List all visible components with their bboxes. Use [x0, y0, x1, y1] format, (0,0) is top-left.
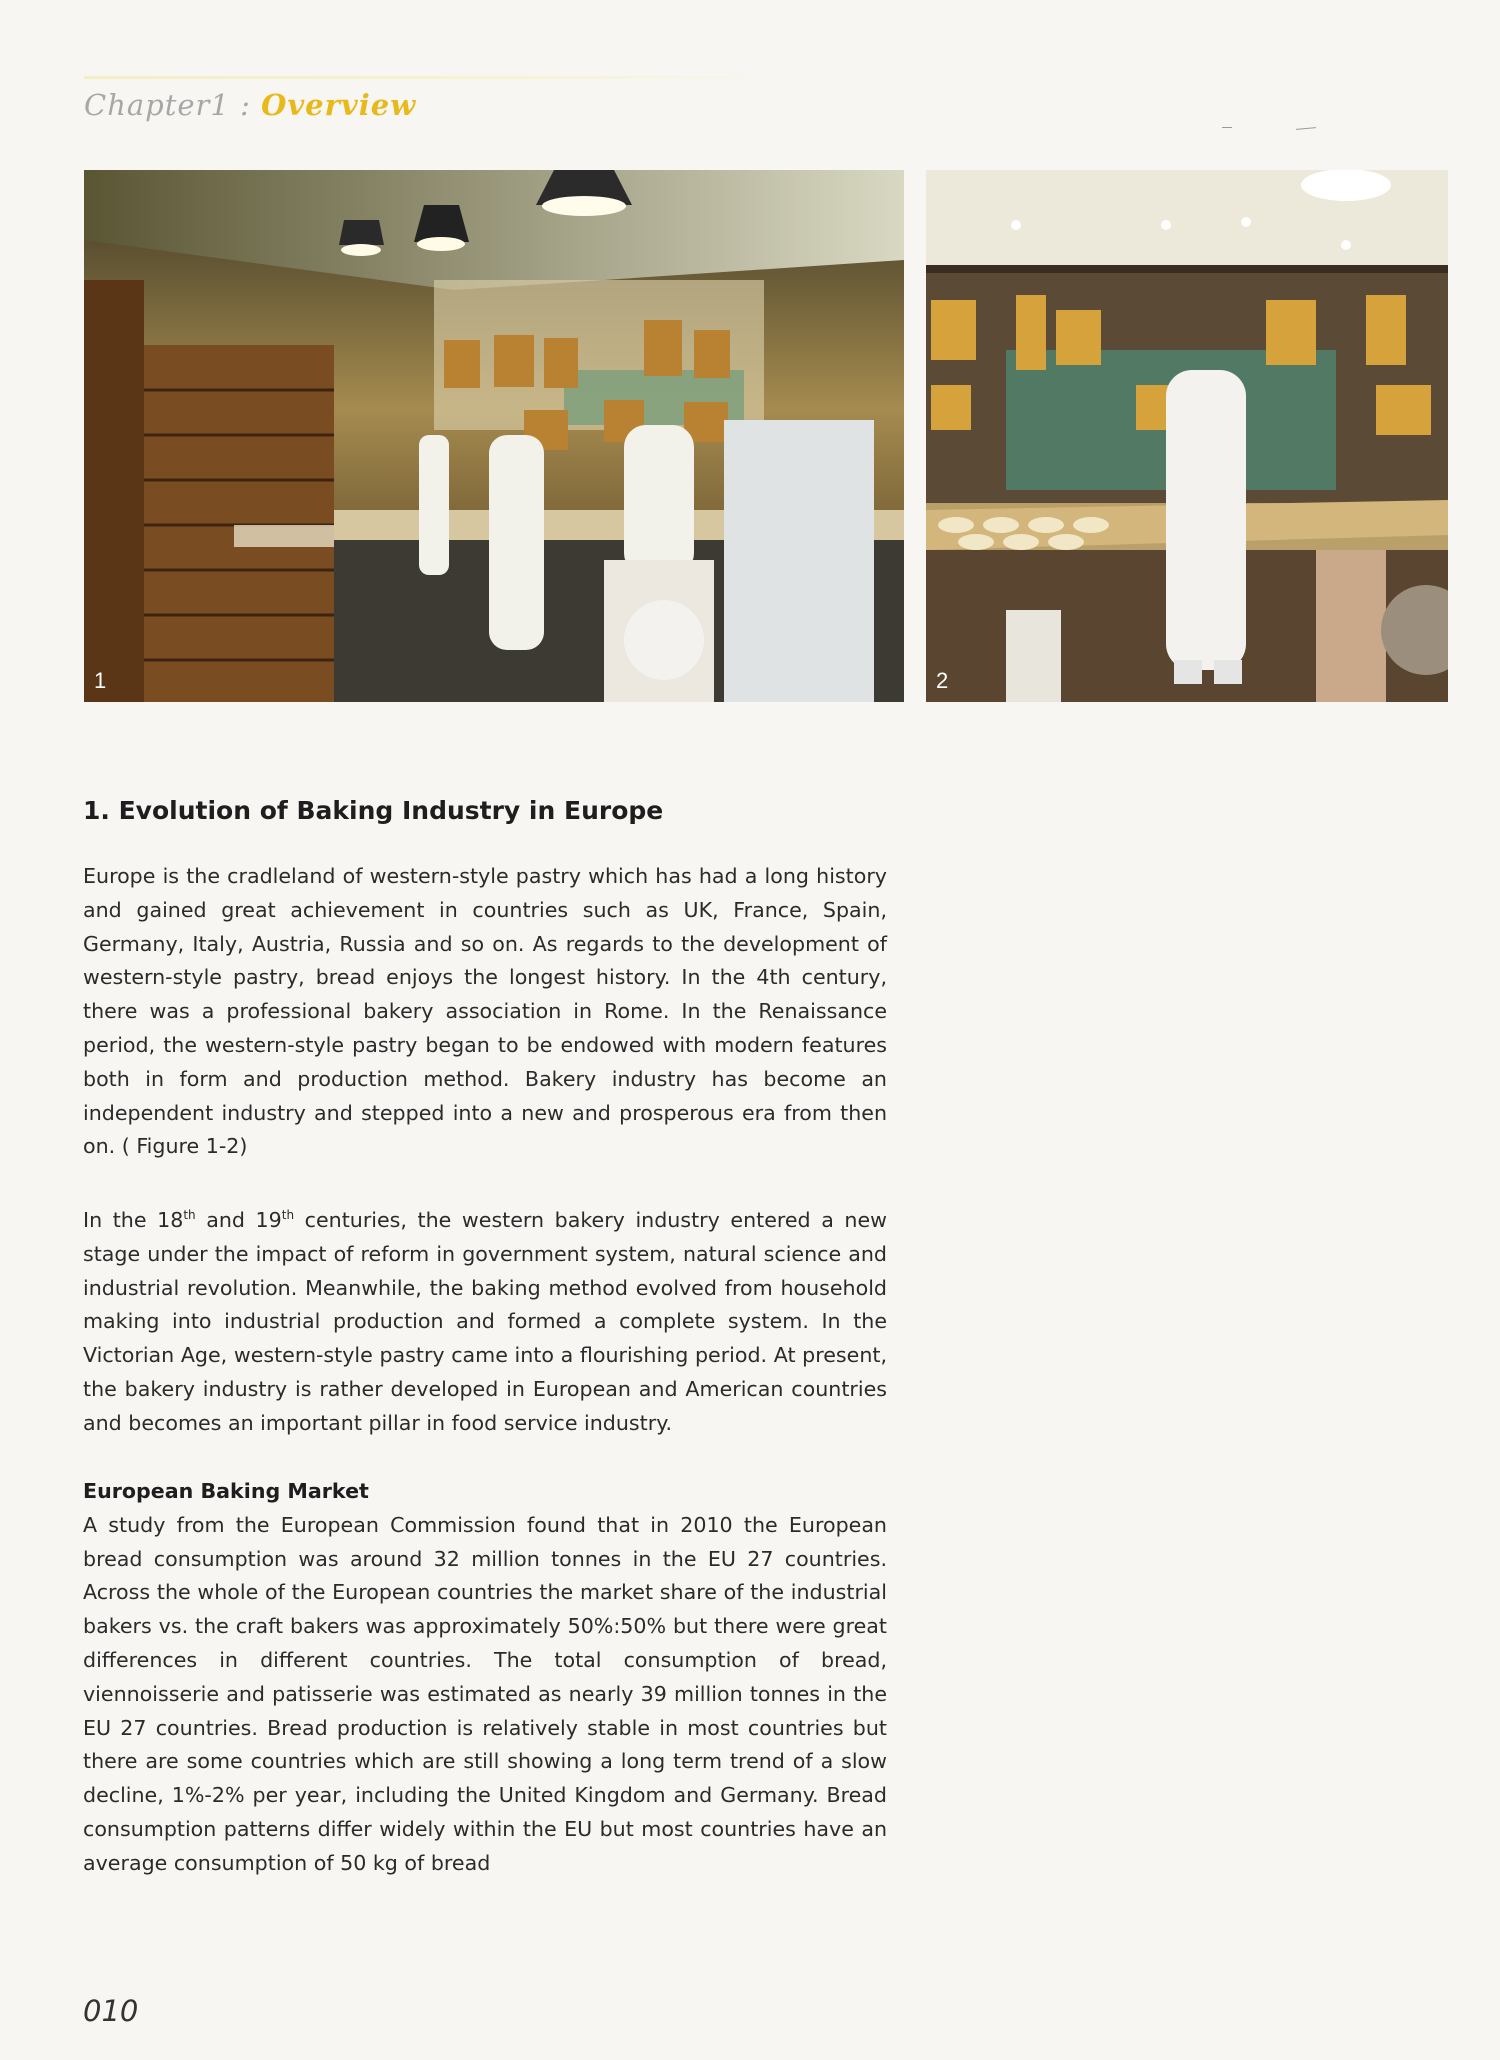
paragraph-3 — [83, 1475, 887, 1881]
paragraph-1-text: Europe is the cradleland of western-style pastry which has had a long history and gained great achievement in countries such as UK, France, Spain, Germany, Italy, Austria, Russia and so on. As regards to the development of western-style pastry, bread enjoys the longest history. In the 4th century, there was a professional bakery association in Rome. In the Renaissance period, the western-style pastry began to be endowed with modern features both in form and production method. Bakery industry has become an independent industry and stepped into a new and prosperous era from then on. ( Figure 1-2) — [83, 864, 887, 1159]
figure-number: 2 — [936, 668, 949, 693]
subsection-title: European Baking Market — [83, 1479, 369, 1503]
chapter-heading — [84, 88, 416, 122]
chapter-title: Overview — [261, 88, 417, 122]
paragraph-1 — [83, 860, 887, 1164]
figure-number: 1 — [94, 668, 107, 693]
superscript: th — [281, 1208, 295, 1223]
page-number: 010 — [83, 1994, 139, 2028]
paragraph-2-text: In the 18 — [83, 1208, 184, 1232]
figure-2 — [926, 170, 1448, 702]
baker-at-workbench-photo — [926, 170, 1448, 702]
figure-1 — [84, 170, 904, 702]
decorative-dash — [1296, 127, 1316, 130]
bakery-kitchen-photo — [84, 170, 904, 702]
paragraph-2-text: and 19 — [195, 1208, 282, 1232]
superscript: th — [183, 1208, 196, 1223]
section-title: 1. Evolution of Baking Industry in Europe — [83, 796, 664, 825]
paragraph-2 — [83, 1204, 887, 1441]
decorative-dash — [1222, 127, 1232, 128]
paragraph-2-text: centuries, the western bakery industry entered a new stage under the impact of reform in government system, natural science and industrial revolution. Meanwhile, the baking method evolved from household making into industrial production and formed a complete system. In the Victorian Age, western-style pastry came into a flourishing period. At present, the bakery industry is rather developed in European and American countries and becomes an important pillar in food service industry. — [83, 1208, 887, 1435]
paragraph-3-text: A study from the European Commission found that in 2010 the European bread consumption was around 32 million tonnes in the EU 27 countries. Across the whole of the European countries the market share of the industrial bakers vs. the craft bakers was approximately 50%:50% but there were great differences in different countries. The total consumption of bread, viennoisserie and patisserie was estimated as nearly 39 million tonnes in the EU 27 countries. Bread production is relatively stable in most countries but there are some countries which are still showing a long term trend of a slow decline, 1%-2% per year, including the United Kingdom and Germany. Bread consumption patterns differ widely within the EU but most countries have an average consumption of 50 kg of bread — [83, 1512, 887, 1875]
header-rule — [84, 76, 774, 79]
chapter-label: Chapter1 : — [84, 88, 251, 122]
